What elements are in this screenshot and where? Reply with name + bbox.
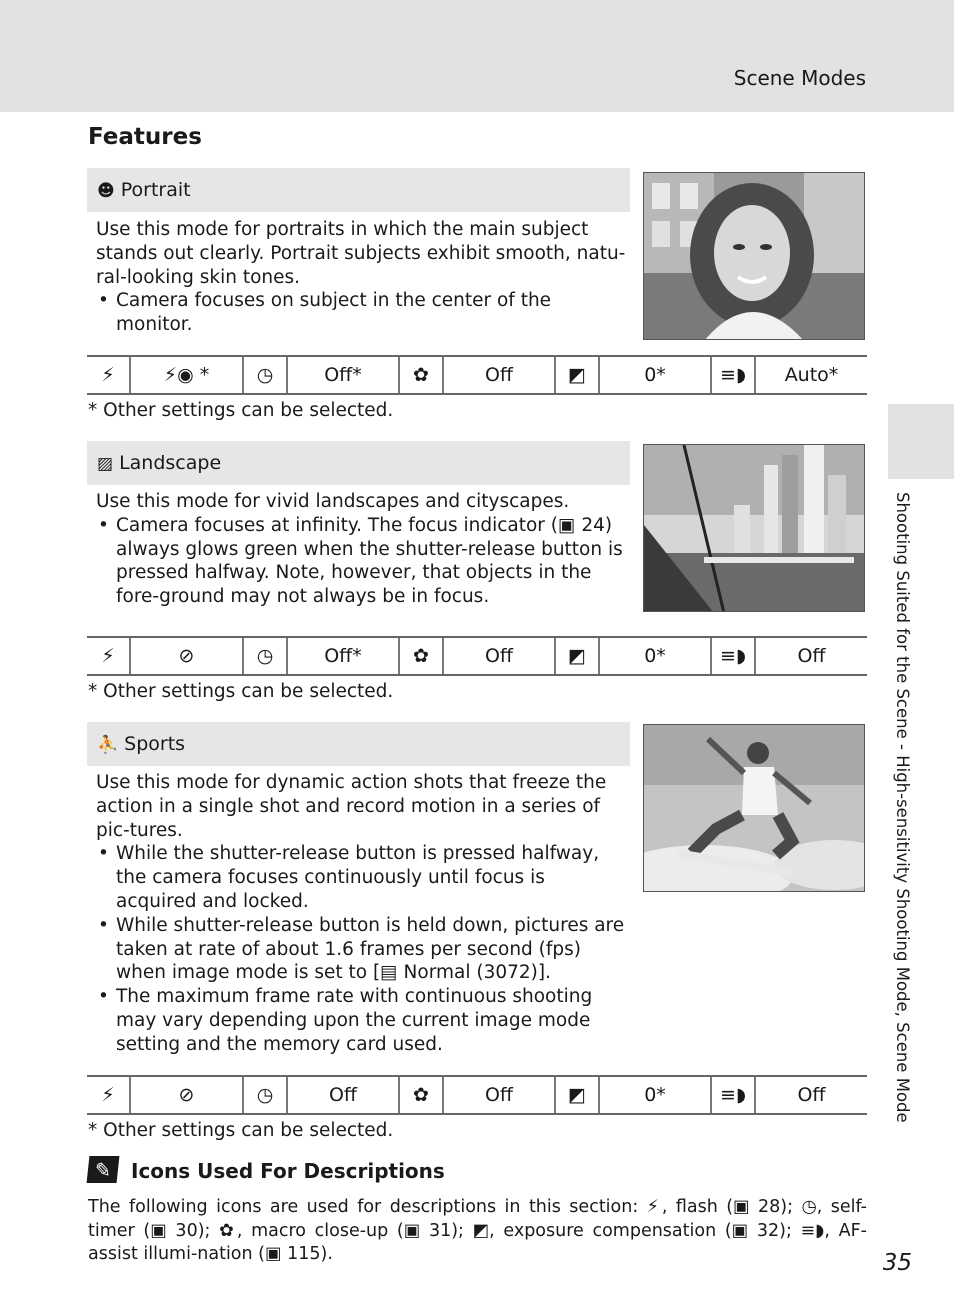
note-title: Icons Used For Descriptions [131, 1159, 445, 1183]
macro-icon: ✿ [400, 357, 444, 393]
flash-off-icon: ⊘ [131, 638, 244, 674]
flash-icon: ⚡ [87, 357, 131, 393]
page-header [0, 0, 954, 112]
self-timer-value: Off* [288, 357, 400, 393]
portrait-bullet: • Camera focuses on subject in the center of the monitor. [96, 289, 626, 337]
flash-off-icon: ⊘ [131, 1077, 244, 1113]
portrait-settings-row [87, 355, 867, 395]
flash-value: ⚡◉ * [131, 357, 244, 393]
sports-footnote: * Other settings can be selected. [88, 1120, 394, 1141]
macro-value: Off [444, 638, 556, 674]
chapter-tab [888, 404, 954, 479]
landscape-title: Landscape [119, 452, 222, 474]
features-title: Features [88, 124, 202, 150]
exposure-icon: ◩ [556, 1077, 600, 1113]
portrait-description [96, 218, 626, 337]
sports-settings-row [87, 1075, 867, 1115]
landscape-bullet: • Camera focuses at infinity. The focus indicator (▣ 24) always glows green when the shutter-release button is pressed halfway. Note, however, that objects in the fore-ground may not always be in focus. [96, 514, 626, 609]
portrait-footnote: * Other settings can be selected. [88, 400, 394, 421]
self-timer-value: Off [288, 1077, 400, 1113]
sports-icon: ⛹ [97, 735, 119, 755]
landscape-icon: ▨ [97, 454, 114, 474]
page-number: 35 [882, 1250, 912, 1276]
sports-description [96, 771, 626, 1057]
sports-bullet: • The maximum frame rate with continuous shooting may vary depending upon the current image mode setting and the memory card used. [96, 985, 626, 1056]
chapter-side-label [893, 492, 921, 1192]
exposure-value: 0* [600, 1077, 712, 1113]
sports-section-header [87, 722, 630, 766]
portrait-icon: ☻ [97, 181, 115, 201]
af-assist-icon: ≡◗ [712, 357, 756, 393]
portrait-section-header [87, 168, 630, 212]
sports-photo [643, 724, 865, 892]
af-assist-value: Auto* [784, 364, 839, 386]
flash-icon: ⚡ [87, 638, 131, 674]
self-timer-icon: ◷ [244, 638, 288, 674]
macro-icon: ✿ [400, 1077, 444, 1113]
exposure-value: 0* [600, 638, 712, 674]
pencil-note-icon: ✎ [87, 1156, 120, 1183]
af-assist-value: Off [797, 1084, 826, 1106]
sports-intro: Use this mode for dynamic action shots that freeze the action in a single shot and record motion in a series of pic-tures. [96, 772, 607, 841]
landscape-footnote: * Other settings can be selected. [88, 681, 394, 702]
portrait-intro: Use this mode for portraits in which the main subject stands out clearly. Portrait subjects exhibit smooth, natu-ral-looking skin tones. [96, 219, 626, 288]
landscape-settings-row [87, 636, 867, 676]
exposure-value: 0* [600, 357, 712, 393]
sports-bullet: • While the shutter-release button is pressed halfway, the camera focuses continuously until focus is acquired and locked. [96, 842, 626, 913]
af-assist-value: Off [797, 645, 826, 667]
flash-icon: ⚡ [87, 1077, 131, 1113]
macro-value: Off [444, 357, 556, 393]
landscape-photo [643, 444, 865, 612]
macro-icon: ✿ [400, 638, 444, 674]
macro-value: Off [444, 1077, 556, 1113]
landscape-description [96, 490, 626, 609]
note-body: The following icons are used for descriptions in this section: ⚡, flash (▣ 28); ◷, self-timer (▣ 30); ✿, macro close-up (▣ 31); ◩, exposure compensation (▣ 32); ≡◗, AF-assist illumi-nation (▣ 115). [88, 1197, 867, 1265]
landscape-section-header [87, 441, 630, 485]
landscape-intro: Use this mode for vivid landscapes and cityscapes. [96, 491, 570, 512]
self-timer-icon: ◷ [244, 357, 288, 393]
exposure-icon: ◩ [556, 638, 600, 674]
chapter-side-text: Shooting Suited for the Scene - High-sensitivity Shooting Mode, Scene Mode [893, 492, 912, 1123]
header-title: Scene Modes [733, 66, 866, 90]
self-timer-icon: ◷ [244, 1077, 288, 1113]
af-assist-icon: ≡◗ [712, 638, 756, 674]
sports-bullet: • While shutter-release button is held down, pictures are taken at rate of about 1.6 frames per second (fps) when image mode is set to [▤ Normal (3072)]. [96, 914, 626, 985]
af-assist-icon: ≡◗ [712, 1077, 756, 1113]
portrait-title: Portrait [120, 179, 191, 201]
self-timer-value: Off* [288, 638, 400, 674]
sports-title: Sports [124, 733, 186, 755]
portrait-photo [643, 172, 865, 340]
exposure-icon: ◩ [556, 357, 600, 393]
